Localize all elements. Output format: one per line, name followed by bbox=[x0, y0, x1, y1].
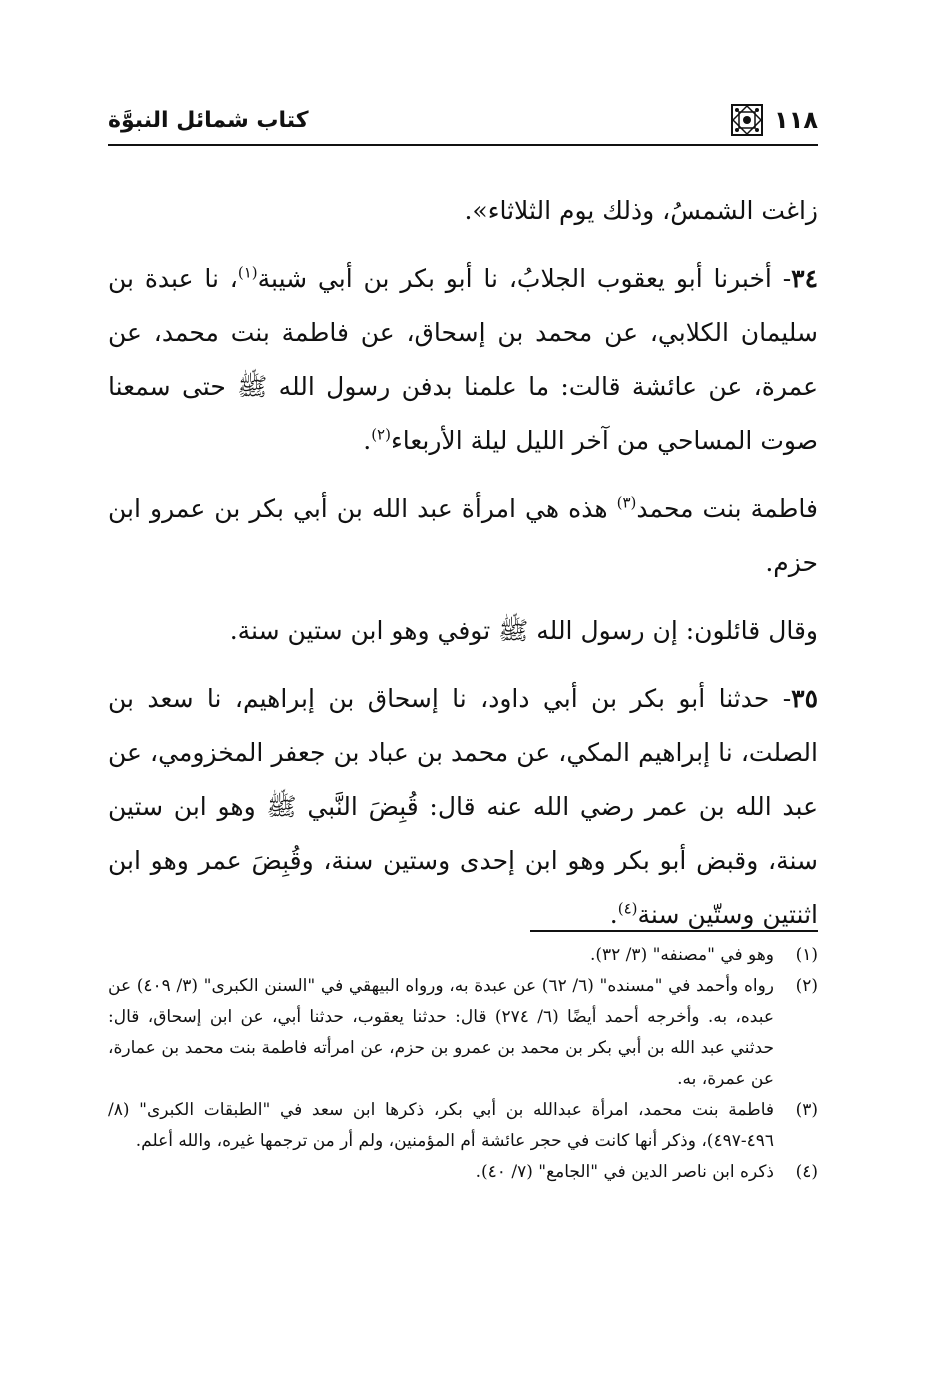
main-text bbox=[108, 184, 818, 956]
page-header bbox=[108, 98, 818, 142]
page-number: ١١٨ bbox=[774, 106, 818, 134]
footnote-divider bbox=[530, 930, 818, 932]
hadith-35: ٣٥- حدثنا أبو بكر بن أبي داود، نا إسحاق بن إبراهيم، نا سعد بن الصلت، نا إبراهيم المكي، عن محمد بن عباد بن جعفر المخزومي، عن عبد الله بن عمر رضي الله عنه قال: قُبِضَ النَّبي ﷺ وهو ابن ستين سنة، وقبض أبو بكر وهو ابن إحدى وستين سنة، وقُبِضَ عمر وهو ابن اثنتين وستّين سنة$^{(٤)}$. bbox=[108, 684, 818, 929]
footnote bbox=[108, 1157, 818, 1188]
footnote bbox=[108, 971, 818, 1095]
footnotes bbox=[108, 940, 818, 1188]
commentary-paragraph: فاطمة بنت محمد$^{(٣)}$ هذه هي امرأة عبد الله بن أبي بكر بن عمرو ابن حزم. bbox=[108, 493, 818, 577]
footnote-number: (٣) bbox=[795, 1100, 818, 1120]
header-divider bbox=[108, 144, 818, 146]
hadith-number: ٣٤ bbox=[791, 264, 818, 293]
footnote-ref-1: (١) bbox=[237, 263, 258, 282]
footnote-text: رواه وأحمد في "مسنده" (٦/ ٦٢) عن عبدة به، ورواه البيهقي في "السنن الكبرى" (٣/ ٤٠٩) عن عبده، به. وأخرجه أحمد أيضًا (٦/ ٢٧٤) قال: حدثنا يعقوب، حدثنا أبي، عن ابن إسحاق، قال: حدثني عبد الله بن أبي بكر بن محمد بن عمرو بن حزم، عن امرأته فاطمة بنت محمد بن عمارة، عن عمرة، به. bbox=[108, 976, 774, 1089]
hadith-34: ٣٤- أخبرنا أبو يعقوب الجلابُ، نا أبو بكر بن أبي شيبة$^{(١)}$، نا عبدة بن سليمان الكلابي، عن محمد بن إسحاق، عن فاطمة بنت محمد، عن عمرة، عن عائشة قالت: ما علمنا بدفن رسول الله ﷺ حتى سمعنا صوت المساحي من آخر الليل ليلة الأربعاء$^{(٢)}$. bbox=[108, 263, 818, 455]
footnote-text: فاطمة بنت محمد، امرأة عبدالله بن أبي بكر، ذكرها ابن سعد في "الطبقات الكبرى" (٨/ ٤٩٦-٤٩٧)، وذكر أنها كانت في حجر عائشة أم المؤمنين، ولم أر من ترجمها غيره، والله أعلم. bbox=[108, 1100, 774, 1151]
footnote-number: (١) bbox=[795, 945, 818, 965]
footnote-ref-3: (٣) bbox=[616, 493, 637, 512]
geometric-ornament-icon bbox=[730, 103, 764, 137]
footnote-ref-4: (٤) bbox=[617, 899, 638, 918]
hadith-number: ٣٥ bbox=[791, 684, 818, 713]
paragraph-continuation: زاغت الشمسُ، وذلك يوم الثلاثاء». bbox=[464, 196, 818, 225]
footnote-number: (٤) bbox=[795, 1162, 818, 1182]
footnote-text: وهو في "مصنفه" (٣/ ٣٢). bbox=[589, 945, 774, 965]
commentary-paragraph: وقال قائلون: إن رسول الله ﷺ توفي وهو ابن ستين سنة. bbox=[229, 616, 818, 645]
footnote-text: ذكره ابن ناصر الدين في "الجامع" (٧/ ٤٠). bbox=[475, 1162, 774, 1182]
book-title: كتاب شمائل النبوَّة bbox=[108, 107, 309, 133]
header-page-info bbox=[730, 103, 818, 137]
footnote-number: (٢) bbox=[795, 976, 818, 996]
footnote bbox=[108, 1095, 818, 1157]
footnote-ref-2: (٢) bbox=[371, 425, 391, 444]
footnote bbox=[108, 940, 818, 971]
